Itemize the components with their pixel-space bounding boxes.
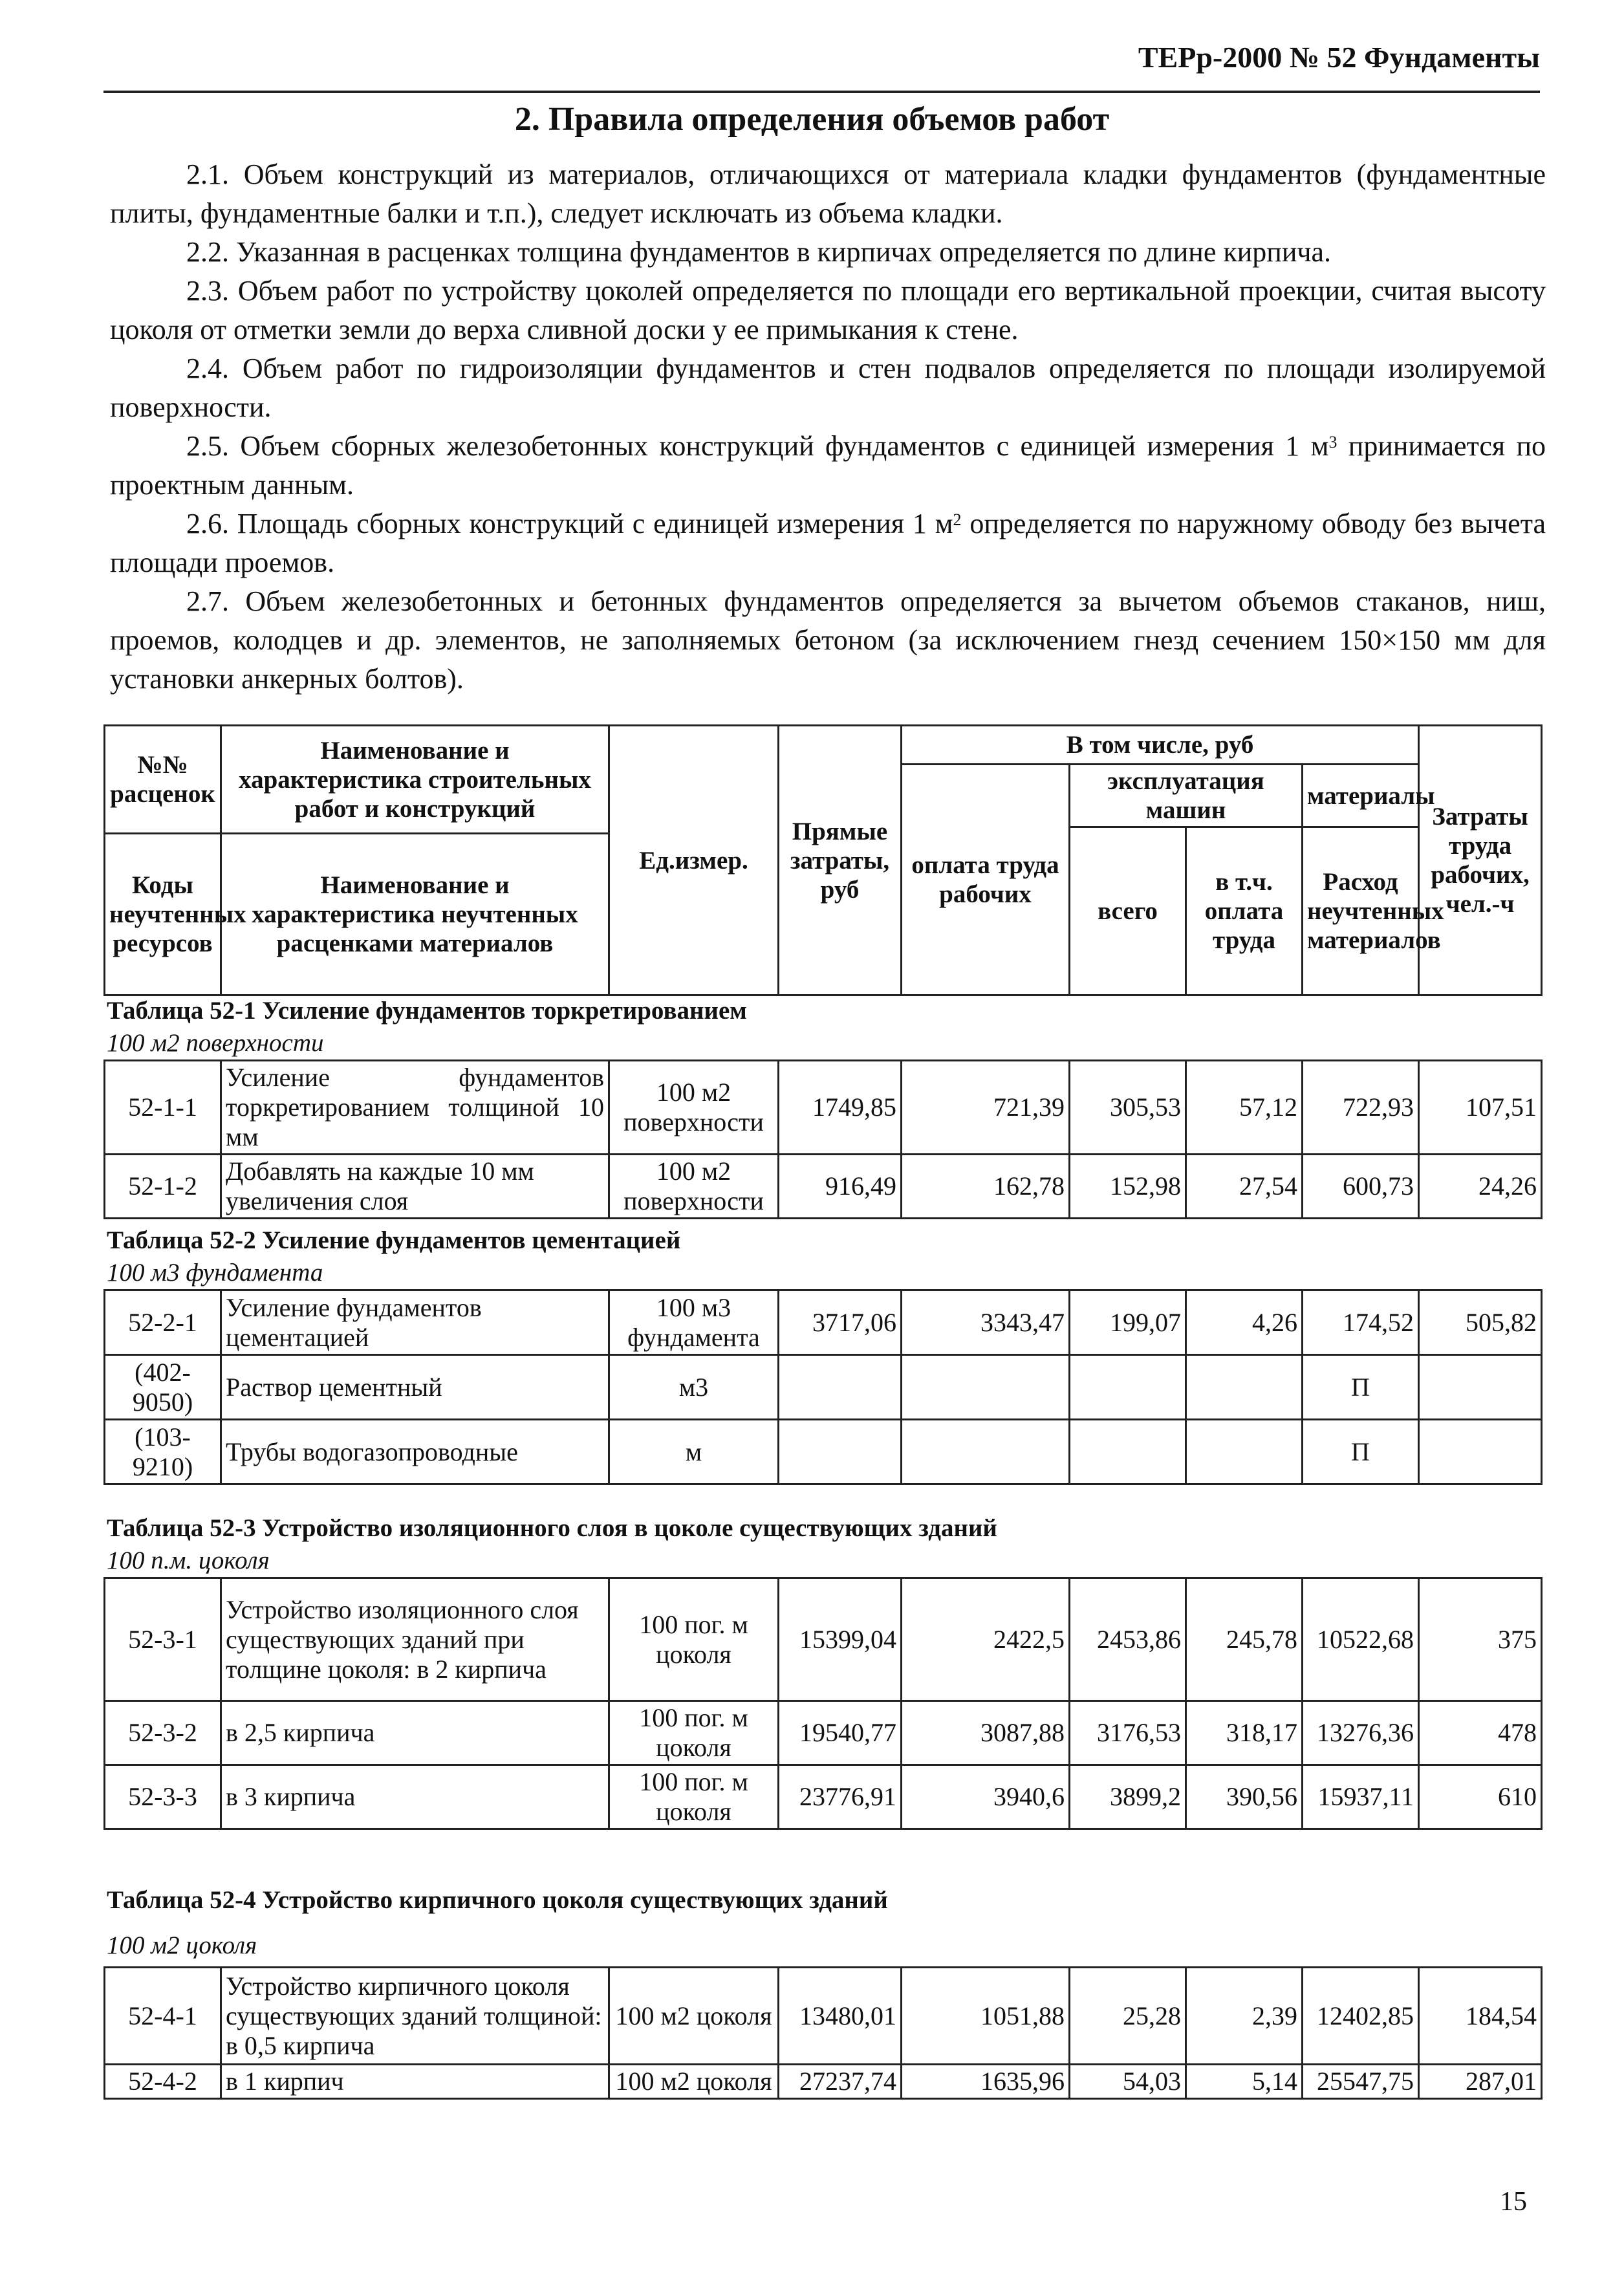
table-row [105, 1155, 1542, 1219]
header-machines-pay: в т.ч. оплата труда [1186, 827, 1303, 995]
table-row [105, 1061, 1542, 1155]
work-name: Устройство изоляционного слоя существующих зданий при толщине цоколя: в 2 кирпича [221, 1578, 609, 1701]
materials: 25547,75 [1303, 2065, 1419, 2099]
labor-pay: 1635,96 [902, 2065, 1070, 2099]
rule-text: 2.5. Объем сборных железобетонных конструкций фундаментов с единицей измерения 1 м [186, 430, 1329, 462]
table-row [105, 1968, 1542, 2065]
work-name: Устройство кирпичного цоколя существующих зданий толщиной: в 0,5 кирпича [221, 1968, 609, 2065]
rate-code: 52-4-2 [105, 2065, 221, 2099]
direct-costs: 13480,01 [779, 1968, 902, 2065]
labor-pay: 1051,88 [902, 1968, 1070, 2065]
labor-pay [902, 1355, 1070, 1420]
header-machines-total: всего [1070, 827, 1186, 995]
unit-cell: м [609, 1420, 779, 1484]
materials: П [1303, 1420, 1419, 1484]
resource-code: (402-9050) [105, 1355, 221, 1420]
unit-cell: 100 пог. м цоколя [609, 1765, 779, 1829]
direct-costs: 19540,77 [779, 1701, 902, 1765]
unit-cell: 100 м2 поверхности [609, 1155, 779, 1219]
superscript: 3 [1328, 433, 1337, 451]
machines-pay: 4,26 [1186, 1290, 1303, 1355]
superscript: 2 [953, 510, 962, 529]
rate-code: 52-1-1 [105, 1061, 221, 1155]
section-title: 2. Правила определения объемов работ [514, 101, 1110, 138]
labor-costs: 24,26 [1419, 1155, 1542, 1219]
header-code: №№ расценок [105, 726, 221, 834]
material-name: Трубы водогазопроводные [221, 1420, 609, 1484]
labor-costs [1419, 1355, 1542, 1420]
machines-total [1070, 1355, 1186, 1420]
table-row [105, 1578, 1542, 1701]
unit-cell: 100 м2 цоколя [609, 2065, 779, 2099]
header-direct-costs: Прямые затраты, руб [779, 726, 902, 995]
header-resource-codes: Коды неучтенных ресурсов [105, 834, 221, 995]
table-unit: 100 п.м. цоколя [107, 1547, 270, 1574]
table-caption: Таблица 52-4 Устройство кирпичного цоколя существующих зданий [107, 1886, 888, 1914]
header-labor-pay: оплата труда рабочих [902, 765, 1070, 995]
table-row [105, 2065, 1542, 2099]
header-materials: материалы [1303, 765, 1419, 827]
rate-code: 52-3-1 [105, 1578, 221, 1701]
page-number: 15 [1500, 2187, 1527, 2217]
machines-pay [1186, 1420, 1303, 1484]
machines-pay: 245,78 [1186, 1578, 1303, 1701]
header-work-name: Наименование и характеристика строительных работ и конструкций [221, 726, 609, 834]
table-unit: 100 м2 цоколя [107, 1931, 257, 1959]
work-name: в 3 кирпича [221, 1765, 609, 1829]
unit-cell: 100 пог. м цоколя [609, 1701, 779, 1765]
direct-costs: 23776,91 [779, 1765, 902, 1829]
rate-code: 52-1-2 [105, 1155, 221, 1219]
labor-pay: 162,78 [902, 1155, 1070, 1219]
price-table-52-4 [103, 1966, 1543, 2100]
machines-total: 54,03 [1070, 2065, 1186, 2099]
rate-code: 52-3-3 [105, 1765, 221, 1829]
rate-code: 52-3-2 [105, 1701, 221, 1765]
machines-pay: 390,56 [1186, 1765, 1303, 1829]
rule-text: 2.6. Площадь сборных конструкций с единицей измерения 1 м [186, 508, 953, 539]
header-labor-costs: Затраты труда рабочих, чел.-ч [1419, 726, 1542, 995]
labor-costs: 610 [1419, 1765, 1542, 1829]
machines-total [1070, 1420, 1186, 1484]
labor-pay: 2422,5 [902, 1578, 1070, 1701]
direct-costs: 3717,06 [779, 1290, 902, 1355]
header-material-name: Наименование и характеристика неучтенных расценками материалов [221, 834, 609, 995]
resource-code: (103-9210) [105, 1420, 221, 1484]
direct-costs [779, 1420, 902, 1484]
machines-total: 152,98 [1070, 1155, 1186, 1219]
materials: 722,93 [1303, 1061, 1419, 1155]
price-table-52-3 [103, 1577, 1543, 1830]
table-caption: Таблица 52-1 Усиление фундаментов торкретированием [107, 997, 747, 1025]
machines-pay: 57,12 [1186, 1061, 1303, 1155]
work-name: Усиление фундаментов цементацией [221, 1290, 609, 1355]
unit-cell: 100 м2 поверхности [609, 1061, 779, 1155]
rule-paragraph: 2.2. Указанная в расценках толщина фундаментов в кирпичах определяется по длине кирпича. [186, 236, 1332, 268]
labor-pay: 3087,88 [902, 1701, 1070, 1765]
labor-pay: 721,39 [902, 1061, 1070, 1155]
rule-paragraph [110, 505, 1546, 582]
table-row [105, 1290, 1542, 1355]
rule-paragraph: 2.1. Объем конструкций из материалов, отличающихся от материала кладки фундаментов (фундаментные плиты, фундаментные балки и т.п.), следует исключать из объема кладки. [110, 158, 1546, 229]
header-including: В том числе, руб [902, 726, 1419, 765]
materials: 12402,85 [1303, 1968, 1419, 2065]
rules-text [110, 155, 1546, 699]
labor-costs [1419, 1420, 1542, 1484]
rate-code: 52-2-1 [105, 1290, 221, 1355]
labor-costs: 505,82 [1419, 1290, 1542, 1355]
materials: 174,52 [1303, 1290, 1419, 1355]
materials: 10522,68 [1303, 1578, 1419, 1701]
column-header-table [103, 724, 1543, 996]
machines-pay: 27,54 [1186, 1155, 1303, 1219]
table-unit: 100 м3 фундамента [107, 1259, 323, 1287]
rule-text: принимается по проектным данным. [110, 430, 1546, 501]
table-row [105, 1355, 1542, 1420]
machines-pay: 5,14 [1186, 2065, 1303, 2099]
labor-costs: 184,54 [1419, 1968, 1542, 2065]
work-name: Добавлять на каждые 10 мм увеличения слоя [221, 1155, 609, 1219]
unit-cell: 100 пог. м цоколя [609, 1578, 779, 1701]
running-head: ТЕРр-2000 № 52 Фундаменты [1138, 41, 1540, 74]
machines-total: 2453,86 [1070, 1578, 1186, 1701]
work-name: в 2,5 кирпича [221, 1701, 609, 1765]
direct-costs: 1749,85 [779, 1061, 902, 1155]
rule-paragraph: 2.7. Объем железобетонных и бетонных фундаментов определяется за вычетом объемов стаканов, ниш, проемов, колодцев и др. элементов, не заполняемых бетоном (за исключением гнезд сечением 150×150 мм для установки анкерных болтов). [110, 585, 1546, 695]
table-caption: Таблица 52-3 Устройство изоляционного слоя в цоколе существующих зданий [107, 1514, 997, 1542]
header-machines: эксплуатация машин [1070, 765, 1303, 827]
machines-pay [1186, 1355, 1303, 1420]
materials: 15937,11 [1303, 1765, 1419, 1829]
machines-pay: 318,17 [1186, 1701, 1303, 1765]
labor-costs: 375 [1419, 1578, 1542, 1701]
unit-cell: м3 [609, 1355, 779, 1420]
work-name: Усиление фундаментов торкретированием толщиной 10 мм [221, 1061, 609, 1155]
header-unaccounted-materials: Расход неучтенных материалов [1303, 827, 1419, 995]
header-unit: Ед.измер. [609, 726, 779, 995]
unit-cell: 100 м3 фундамента [609, 1290, 779, 1355]
rule-paragraph [110, 427, 1546, 505]
table-row [105, 1420, 1542, 1484]
rule-paragraph: 2.3. Объем работ по устройству цоколей определяется по площади его вертикальной проекции, считая высоту цоколя от отметки земли до верха сливной доски у ее примыкания к стене. [110, 275, 1546, 345]
labor-costs: 287,01 [1419, 2065, 1542, 2099]
table-row [105, 1701, 1542, 1765]
machines-total: 199,07 [1070, 1290, 1186, 1355]
header-rule [103, 91, 1540, 93]
rule-paragraph: 2.4. Объем работ по гидроизоляции фундаментов и стен подвалов определяется по площади изолируемой поверхности. [110, 353, 1546, 423]
labor-pay: 3940,6 [902, 1765, 1070, 1829]
machines-pay: 2,39 [1186, 1968, 1303, 2065]
labor-pay: 3343,47 [902, 1290, 1070, 1355]
materials: 13276,36 [1303, 1701, 1419, 1765]
machines-total: 25,28 [1070, 1968, 1186, 2065]
table-unit: 100 м2 поверхности [107, 1029, 324, 1057]
material-name: Раствор цементный [221, 1355, 609, 1420]
labor-pay [902, 1420, 1070, 1484]
materials: П [1303, 1355, 1419, 1420]
direct-costs [779, 1355, 902, 1420]
rule-text: определяется по наружному обводу без вычета площади проемов. [110, 508, 1546, 578]
machines-total: 3899,2 [1070, 1765, 1186, 1829]
table-caption: Таблица 52-2 Усиление фундаментов цементацией [107, 1226, 681, 1254]
materials: 600,73 [1303, 1155, 1419, 1219]
work-name: в 1 кирпич [221, 2065, 609, 2099]
direct-costs: 27237,74 [779, 2065, 902, 2099]
direct-costs: 15399,04 [779, 1578, 902, 1701]
unit-cell: 100 м2 цоколя [609, 1968, 779, 2065]
machines-total: 3176,53 [1070, 1701, 1186, 1765]
rate-code: 52-4-1 [105, 1968, 221, 2065]
price-table-52-1 [103, 1060, 1543, 1219]
labor-costs: 478 [1419, 1701, 1542, 1765]
direct-costs: 916,49 [779, 1155, 902, 1219]
table-row [105, 1765, 1542, 1829]
price-table-52-2 [103, 1289, 1543, 1485]
labor-costs: 107,51 [1419, 1061, 1542, 1155]
machines-total: 305,53 [1070, 1061, 1186, 1155]
